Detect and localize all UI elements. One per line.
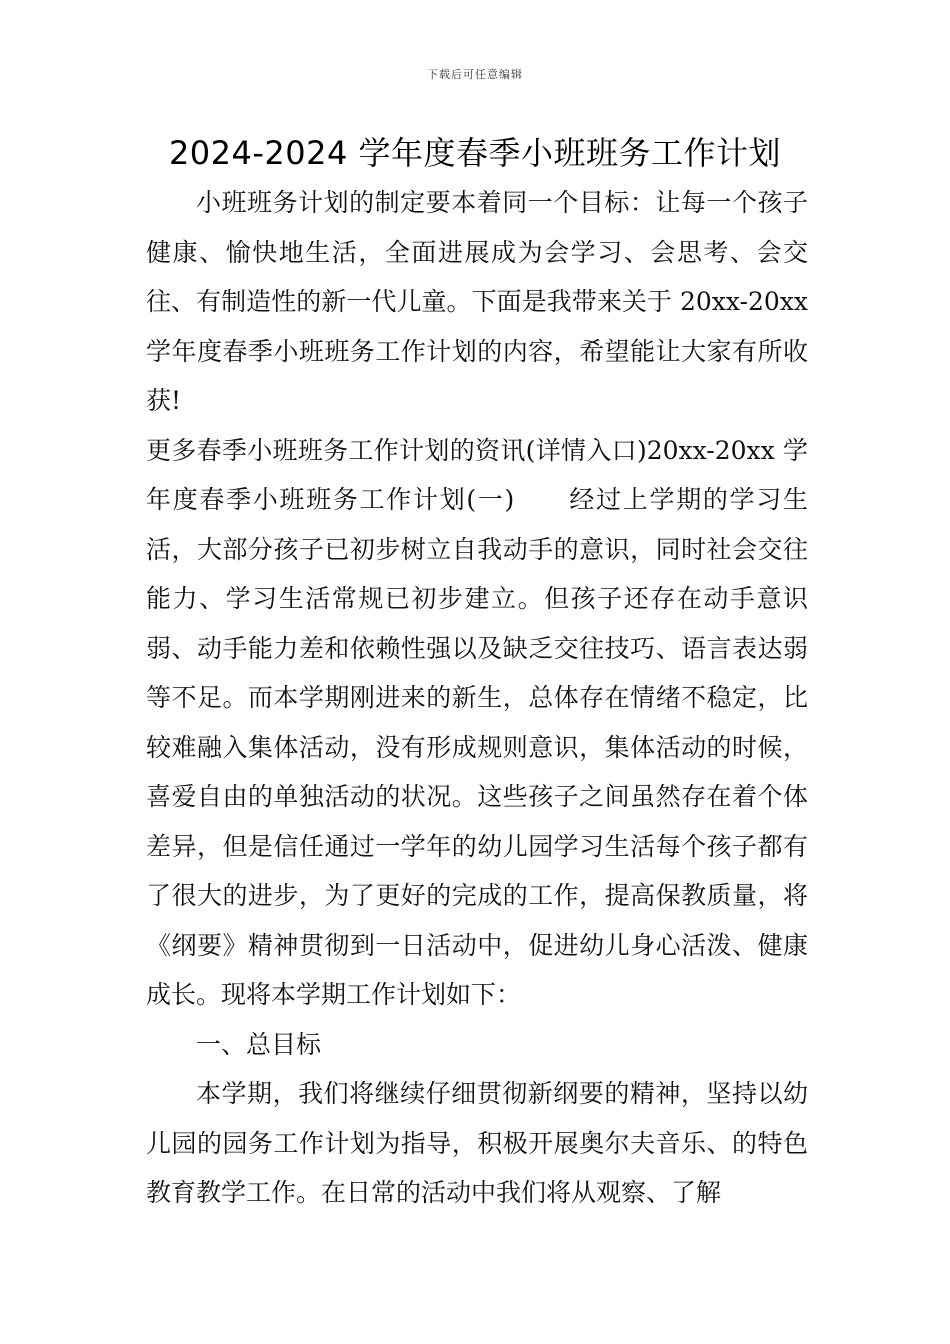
paragraph-plan-one: 更多春季小班班务工作计划的资讯(详情入口)20xx-20xx 学年度春季小班班务工作计划(一) 经过上学期的学习生活，大部分孩子已初步树立自我动手的意识，同时社会交往能力、学习生活常规已初步建立。但孩子还存在动手意识弱、动手能力差和依赖性强以及缺乏交往技巧、语言表达弱等不足。而本学期刚进来的新生，总体存在情绪不稳定，比较难融入集体活动，没有形成规则意识，集体活动的时候，喜爱自由的单独活动的状况。这些孩子之间虽然存在着个体差异，但是信任通过一学年的幼儿园学习生活每个孩子都有了很大的进步，为了更好的完成的工作，提高保教质量，将《纲要》精神贯彻到一日活动中，促进幼儿身心活泼、健康成长。现将本学期工作计划如下： [146, 435, 808, 1009]
paragraph-intro: 小班班务计划的制定要本着同一个目标：让每一个孩子健康、愉快地生活，全面进展成为会学习、会思考、会交往、有制造性的新一代儿童。下面是我带来关于 20xx-20xx 学年度春季小班班务工作计划的内容，希望能让大家有所收获! [146, 188, 808, 415]
paragraph-goal: 本学期，我们将继续仔细贯彻新纲要的精神，坚持以幼儿园的园务工作计划为指导，积极开展奥尔夫音乐、的特色教育教学工作。在日常的活动中我们将从观察、了解 [146, 1079, 808, 1207]
document-body [146, 178, 808, 1218]
section-heading-goal: 一、总目标 [196, 1029, 322, 1059]
header-note: 下载后可任意编辑 [427, 68, 523, 81]
document-title: 2024-2024 学年度春季小班班务工作计划 [168, 134, 782, 172]
